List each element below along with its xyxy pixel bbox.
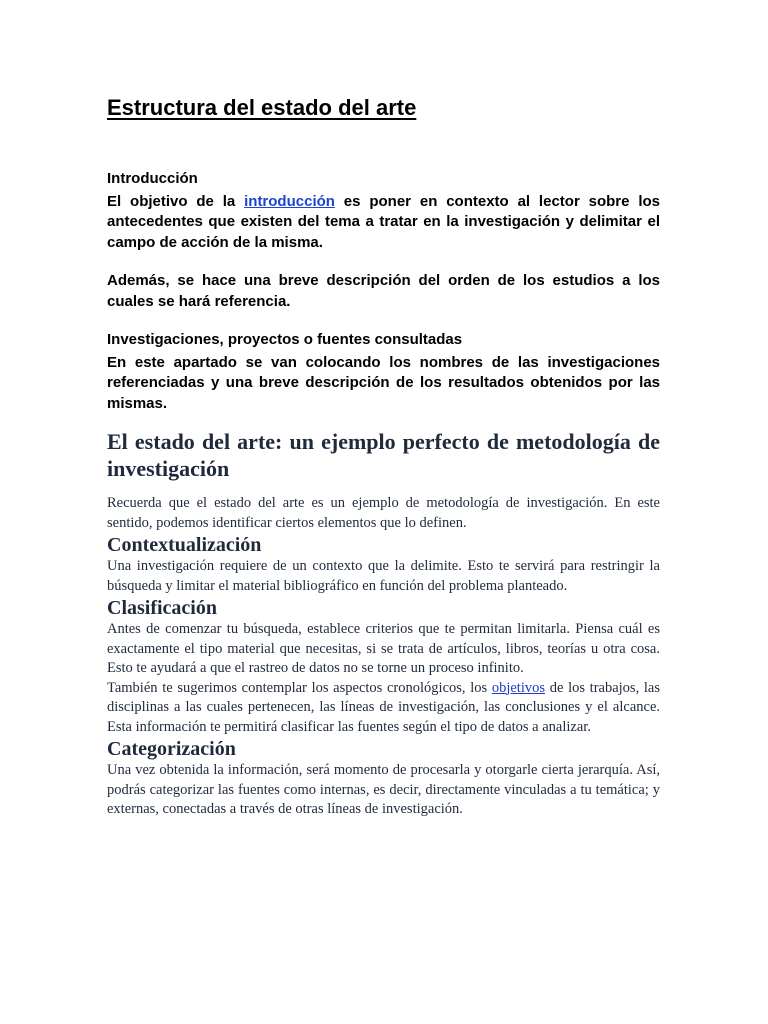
clasificacion-paragraph-2 <box>107 679 660 738</box>
intro-text-after-link: es poner en contexto al lector sobre los antecedentes que existen del tema a tratar en la investigación y delimitar el campo de acción de la misma. <box>107 192 661 251</box>
subheading-categorizacion: Categorización <box>107 738 236 760</box>
categorizacion-paragraph: Una vez obtenida la información, será momento de procesarla y otorgarle cierta jerarquía. Así, podrás categorizar las fuentes como internas, es decir, directamente vinculadas a tu temática; y externas, conectadas a través de otras líneas de investigación. <box>107 762 660 817</box>
intro-text-before-link: El objetivo de la <box>107 192 245 210</box>
method-intro-paragraph: Recuerda que el estado del arte es un ejemplo de metodología de investigación. En este sentido, podemos identificar ciertos elementos que lo definen. <box>107 495 660 531</box>
clasificacion-paragraph-1: Antes de comenzar tu búsqueda, establece criterios que te permitan limitarla. Piensa cuál es exactamente el tipo material que necesitas, si se trata de artículos, libros, teorías u otra cosa. Esto te ayudará a que el rastreo de datos no se torne un proceso infinito. <box>107 621 660 676</box>
introduccion-link[interactable]: introducción <box>244 192 335 210</box>
section-heading-metodologia: El estado del arte: un ejemplo perfecto de metodología de investigación <box>107 429 660 481</box>
sources-paragraph: En este apartado se van colocando los nombres de las investigaciones referenciadas y una breve descripción de los resultados obtenidos por las mismas. <box>107 353 660 412</box>
contextualizacion-paragraph: Una investigación requiere de un contexto que la delimite. Esto te servirá para restringir la búsqueda y limitar el material bibliográfico en función del problema planteado. <box>107 558 660 594</box>
objetivos-link[interactable]: objetivos <box>491 679 545 696</box>
subheading-contextualizacion: Contextualización <box>107 534 262 556</box>
subheading-clasificacion: Clasificación <box>107 597 217 619</box>
section-heading-fuentes: Investigaciones, proyectos o fuentes consultadas <box>107 331 463 348</box>
clasificacion-text-before-link: También te sugerimos contemplar los aspectos cronológicos, los <box>107 679 492 696</box>
section-heading-introduccion: Introducción <box>107 170 198 187</box>
intro-paragraph-2: Además, se hace una breve descripción del orden de los estudios a los cuales se hará referencia. <box>107 272 660 310</box>
page-title: Estructura del estado del arte <box>107 95 417 120</box>
document-page <box>107 95 660 820</box>
intro-paragraph-1 <box>107 192 660 254</box>
clasificacion-text-after-link: de los trabajos, las disciplinas a las cuales pertenecen, las líneas de investigación, las conclusiones y el alcance. Esta información te permitirá clasificar las fuentes según el tipo de datos a analizar. <box>107 679 660 735</box>
